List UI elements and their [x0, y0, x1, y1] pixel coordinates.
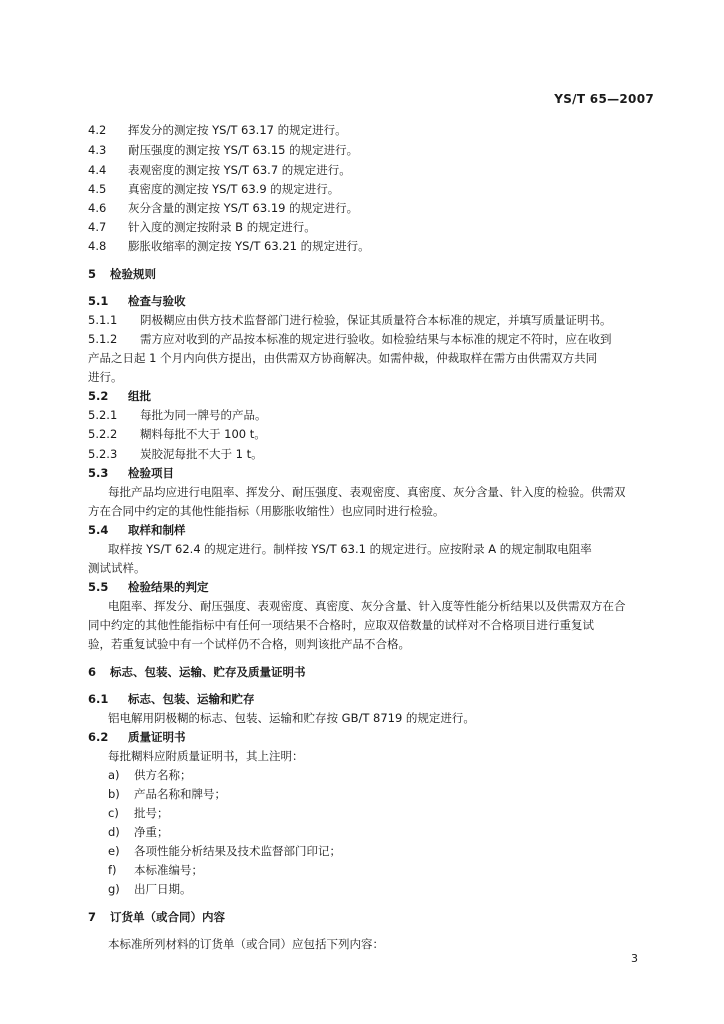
clause-5-1-2-cont2: 进行。	[88, 370, 123, 384]
clause-5-5-heading: 5.5 检验结果的判定	[88, 580, 209, 594]
clause-6-1-heading: 6.1 标志、包装、运输和贮存	[88, 692, 255, 706]
clause-4-8: 4.8 膨胀收缩率的测定按 YS/T 63.21 的规定进行。	[88, 239, 370, 253]
clause-5-3-body2: 方在合同中约定的其他性能指标（用膨胀收缩性）也应同时进行检验。	[88, 504, 445, 518]
clause-4-4: 4.4 表观密度的测定按 YS/T 63.7 的规定进行。	[88, 163, 351, 177]
clause-4-2: 4.2 挥发分的测定按 YS/T 63.17 的规定进行。	[88, 123, 347, 137]
list-item-f: f) 本标准编号；	[108, 863, 203, 877]
clause-5-4-body1: 取样按 YS/T 62.4 的规定进行。制样按 YS/T 63.1 的规定进行。应按附录 A 的规定制取电阻率	[108, 542, 592, 556]
clause-5-3-heading: 5.3 检验项目	[88, 466, 174, 480]
clause-5-2-1: 5.2.1 每批为同一牌号的产品。	[88, 408, 267, 422]
clause-5-4-heading: 5.4 取样和制样	[88, 523, 186, 537]
list-item-d: d) 净重；	[108, 825, 169, 839]
clause-4-6: 4.6 灰分含量的测定按 YS/T 63.19 的规定进行。	[88, 201, 359, 215]
section-7-heading: 7 订货单（或合同）内容	[88, 910, 225, 924]
clause-4-5: 4.5 真密度的测定按 YS/T 63.9 的规定进行。	[88, 182, 340, 196]
clause-5-2-2: 5.2.2 糊料每批不大于 100 t。	[88, 427, 266, 441]
clause-5-4-body2: 测试试样。	[88, 561, 146, 575]
clause-6-1-body: 铝电解用阴极糊的标志、包装、运输和贮存按 GB/T 8719 的规定进行。	[108, 711, 475, 725]
clause-5-1-1: 5.1.1 阴极糊应由供方技术监督部门进行检验，保证其质量符合本标准的规定，并填写质量证明书。	[88, 313, 612, 327]
section-6-heading: 6 标志、包装、运输、贮存及质量证明书	[88, 665, 306, 679]
clause-5-2-3: 5.2.3 炭胶泥每批不大于 1 t。	[88, 447, 263, 461]
list-item-e: e) 各项性能分析结果及技术监督部门印记；	[108, 844, 341, 858]
clause-4-7: 4.7 针入度的测定按附录 B 的规定进行。	[88, 220, 316, 234]
clause-5-2-heading: 5.2 组批	[88, 389, 151, 403]
clause-4-3: 4.3 耐压强度的测定按 YS/T 63.15 的规定进行。	[88, 143, 359, 157]
clause-5-5-body1: 电阻率、挥发分、耐压强度、表观密度、真密度、灰分含量、针入度等性能分析结果以及供需双方在合	[108, 599, 626, 613]
clause-5-1-heading: 5.1 检查与验收	[88, 294, 186, 308]
clause-5-5-body3: 验，若重复试验中有一个试样仍不合格，则判该批产品不合格。	[88, 637, 410, 651]
clause-5-5-body2: 同中约定的其他性能指标中有任何一项结果不合格时，应取双倍数量的试样对不合格项目进行重复试	[88, 618, 594, 632]
clause-5-1-2-cont1: 产品之日起 1 个月内向供方提出，由供需双方协商解决。如需仲裁，仲裁取样在需方由供需双方共同	[88, 351, 598, 365]
section-5-heading: 5 检验规则	[88, 267, 156, 281]
list-item-c: c) 批号；	[108, 806, 169, 820]
clause-5-1-2: 5.1.2 需方应对收到的产品按本标准的规定进行验收。如检验结果与本标准的规定不符时，应在收到	[88, 332, 612, 346]
clause-6-2-heading: 6.2 质量证明书	[88, 730, 186, 744]
list-item-b: b) 产品名称和牌号；	[108, 787, 226, 801]
section-7-body: 本标准所列材料的订货单（或合同）应包括下列内容：	[108, 937, 384, 951]
list-item-a: a) 供方名称；	[108, 768, 192, 782]
clause-6-2-body: 每批糊料应附质量证明书，其上注明：	[108, 749, 304, 763]
page-number: 3	[631, 952, 638, 965]
clause-5-3-body1: 每批产品均应进行电阻率、挥发分、耐压强度、表观密度、真密度、灰分含量、针入度的检验。供需双	[108, 485, 626, 499]
list-item-g: g) 出厂日期。	[108, 882, 192, 896]
document-header: YS/T 65—2007	[554, 92, 654, 106]
